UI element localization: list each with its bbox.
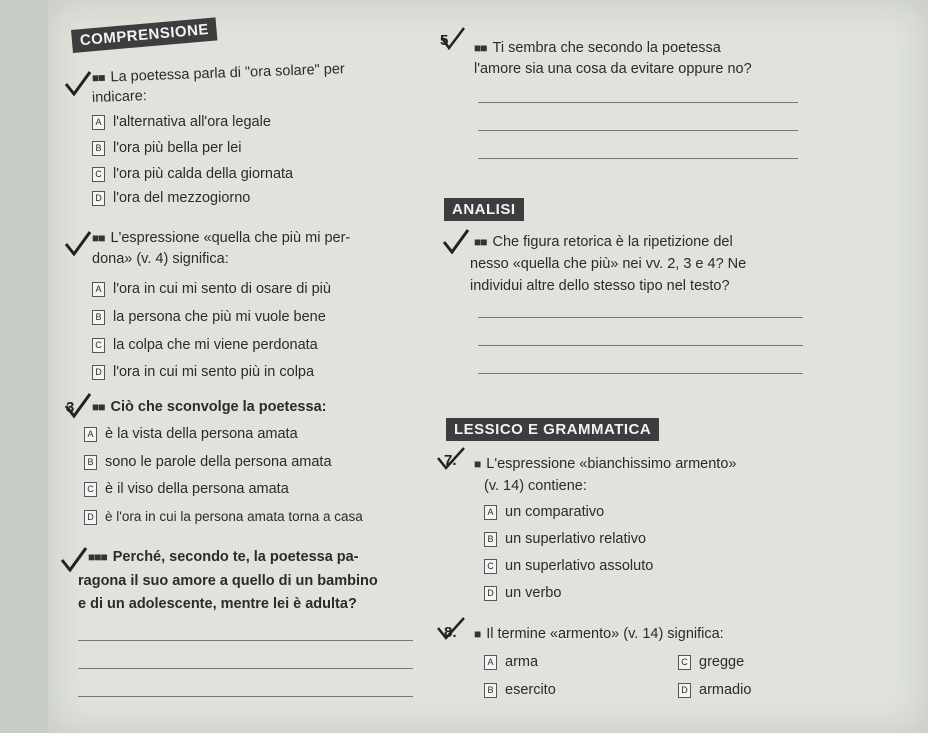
- q2-option-b[interactable]: B la persona che più mi vuole bene: [92, 309, 326, 325]
- question-8-number: 8.: [444, 624, 457, 641]
- question-2-text-line2: dona» (v. 4) significa:: [92, 251, 229, 267]
- q6-answer-line-1[interactable]: [478, 317, 803, 318]
- q8-option-a[interactable]: A arma: [484, 654, 538, 670]
- check-mark-icon: [64, 230, 94, 260]
- question-5-text: ■■ Ti sembra che secondo la poetessa: [474, 40, 721, 56]
- difficulty-square-icon: ■: [474, 457, 481, 471]
- question-4-text: ■■■ Perché, secondo te, la poetessa pa-: [88, 549, 359, 565]
- difficulty-squares-icon: ■■: [474, 41, 487, 55]
- question-7-text-line2: (v. 14) contiene:: [484, 478, 587, 494]
- difficulty-squares-icon: ■■: [92, 231, 105, 245]
- question-2-text: ■■ L'espressione «quella che più mi per-: [92, 230, 351, 246]
- check-mark-icon: [440, 26, 466, 54]
- q6-answer-line-2[interactable]: [478, 345, 803, 346]
- question-8-text: ■ Il termine «armento» (v. 14) significa:: [474, 626, 724, 642]
- q8-option-d[interactable]: D armadio: [678, 682, 751, 698]
- question-6-text-line3: individui altre dello stesso tipo nel testo?: [470, 278, 730, 294]
- check-mark-icon: [60, 546, 90, 576]
- question-1-text: ■■ La poetessa parla di "ora solare" per: [91, 61, 346, 86]
- difficulty-squares-icon: ■■: [474, 235, 487, 249]
- q7-option-c[interactable]: C un superlativo assoluto: [484, 558, 653, 574]
- q8-option-c[interactable]: C gregge: [678, 654, 744, 670]
- section-header-lessico-grammatica: LESSICO E GRAMMATICA: [446, 418, 659, 441]
- q5-answer-line-3[interactable]: [478, 158, 798, 159]
- q5-answer-line-2[interactable]: [478, 130, 798, 131]
- q3-option-d[interactable]: D è l'ora in cui la persona amata torna a casa: [84, 509, 363, 525]
- q2-option-d[interactable]: D l'ora in cui mi sento più in colpa: [92, 364, 314, 380]
- question-6-text: ■■ Che figura retorica è la ripetizione del: [474, 234, 733, 250]
- q4-answer-line-3[interactable]: [78, 696, 413, 697]
- difficulty-square-icon: ■: [474, 627, 481, 641]
- q2-option-a[interactable]: A l'ora in cui mi sento di osare di più: [92, 281, 331, 297]
- q5-answer-line-1[interactable]: [478, 102, 798, 103]
- question-7-text: ■ L'espressione «bianchissimo armento»: [474, 456, 737, 472]
- check-mark-icon: [64, 70, 94, 100]
- q2-option-c[interactable]: C la colpa che mi viene perdonata: [92, 337, 318, 353]
- q4-answer-line-2[interactable]: [78, 668, 413, 669]
- q3-option-a[interactable]: A è la vista della persona amata: [84, 426, 298, 442]
- question-5-text-line2: l'amore sia una cosa da evitare oppure no?: [474, 61, 752, 77]
- q1-option-b[interactable]: B l'ora più bella per lei: [92, 140, 242, 156]
- q6-answer-line-3[interactable]: [478, 373, 803, 374]
- q7-option-a[interactable]: A un comparativo: [484, 504, 604, 520]
- check-mark-icon: [64, 392, 94, 422]
- q7-option-b[interactable]: B un superlativo relativo: [484, 531, 646, 547]
- difficulty-squares-icon: ■■■: [88, 550, 107, 564]
- difficulty-squares-icon: ■■: [92, 400, 105, 414]
- q1-option-c[interactable]: C l'ora più calda della giornata: [92, 166, 293, 182]
- section-header-comprensione: COMPRENSIONE: [71, 17, 218, 53]
- question-7-number: 7.: [444, 452, 457, 469]
- q4-answer-line-1[interactable]: [78, 640, 413, 641]
- question-6-text-line2: nesso «quella che più» nei vv. 2, 3 e 4? Ne: [470, 256, 747, 272]
- check-mark-icon: [436, 616, 466, 642]
- question-1-text-line2: indicare:: [91, 88, 148, 106]
- q3-option-c[interactable]: C è il viso della persona amata: [84, 481, 289, 497]
- q1-option-a[interactable]: A l'alternativa all'ora legale: [92, 114, 271, 130]
- question-4-text-line3: e di un adolescente, mentre lei è adulta?: [78, 596, 357, 612]
- question-5-number: 5: [440, 32, 449, 49]
- question-3-text: ■■ Ciò che sconvolge la poetessa:: [92, 399, 327, 415]
- section-header-analisi: ANALISI: [444, 198, 524, 221]
- check-mark-icon: [442, 228, 472, 258]
- q8-option-b[interactable]: B esercito: [484, 682, 556, 698]
- question-4-text-line2: ragona il suo amore a quello di un bambino: [78, 573, 378, 589]
- difficulty-squares-icon: ■■: [91, 70, 105, 85]
- q1-option-d[interactable]: D l'ora del mezzogiorno: [92, 190, 250, 206]
- check-mark-icon: [436, 446, 466, 472]
- q3-option-b[interactable]: B sono le parole della persona amata: [84, 454, 332, 470]
- question-3-number: 3: [66, 399, 75, 416]
- q7-option-d[interactable]: D un verbo: [484, 585, 561, 601]
